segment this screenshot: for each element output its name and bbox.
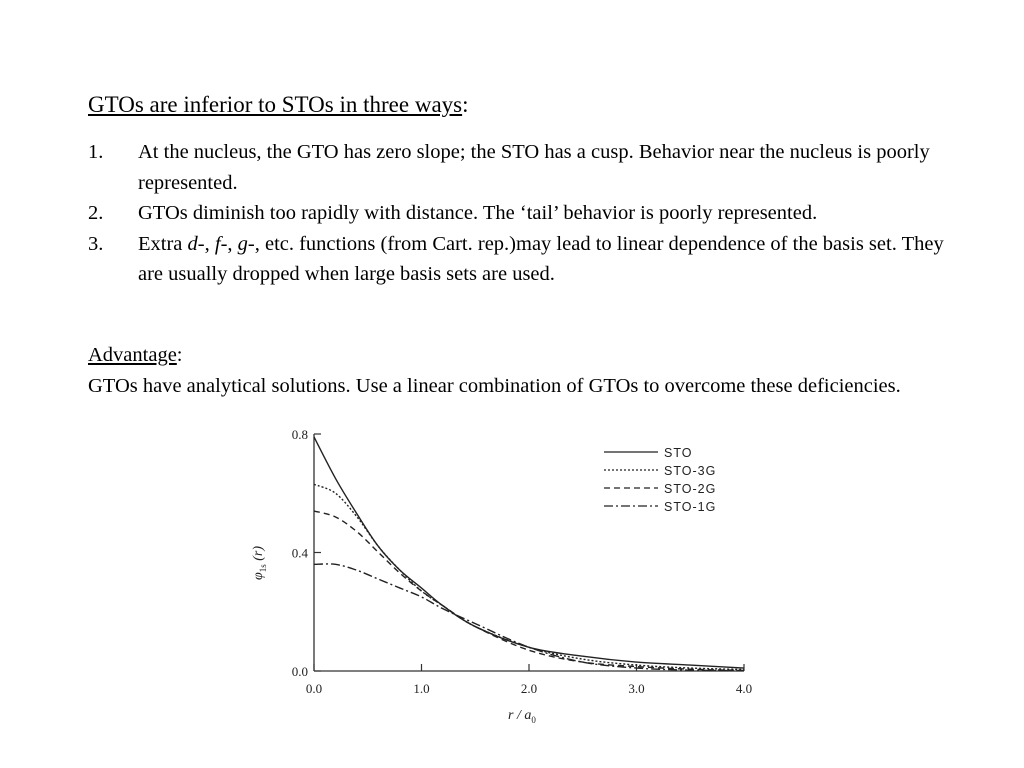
list-sep: -,: [220, 232, 238, 255]
legend-label: STO-2G: [664, 482, 717, 496]
y-tick-label: 0.8: [291, 427, 308, 442]
y-tick-label: 0.0: [291, 664, 308, 679]
list-item: [88, 229, 968, 290]
advantage-colon: :: [176, 344, 183, 366]
list-text-pre: Extra: [138, 232, 188, 255]
list-number: 3.: [88, 232, 104, 255]
heading-text: GTOs are inferior to STOs in three ways: [88, 92, 463, 117]
list-item: [88, 198, 968, 229]
y-axis-label: $\varphi_{1s}$ (r): [251, 545, 268, 580]
x-tick-label: 4.0: [735, 681, 753, 696]
x-tick-label: 0.0: [305, 681, 323, 696]
orbital-chart: [240, 420, 780, 740]
series-line-sto-2g: [314, 511, 744, 670]
list-sep: -,: [197, 232, 215, 255]
advantage-block: [88, 340, 968, 401]
advantage-text: GTOs have analytical solutions. Use a linear combination of GTOs to overcome these deficiencies.: [88, 374, 901, 397]
section-heading: [88, 90, 469, 120]
italic-f: f: [214, 232, 221, 255]
list-text: At the nucleus, the GTO has zero slope; the STO has a cusp. Behavior near the nucleus is poorly represented.: [138, 141, 930, 194]
legend: [604, 446, 716, 514]
heading-colon: :: [462, 92, 469, 117]
list-item: [88, 137, 968, 198]
legend-label: STO-3G: [664, 464, 717, 478]
x-axis-label: r / $a_0$: [508, 708, 536, 725]
list-number: 1.: [88, 141, 104, 163]
list-text: GTOs diminish too rapidly with distance. The ‘tail’ behavior is poorly represented.: [138, 202, 818, 224]
x-tick-label: 1.0: [413, 681, 430, 696]
drawbacks-list: [88, 137, 968, 290]
advantage-label: Advantage: [88, 344, 177, 366]
list-number: 2.: [88, 202, 104, 224]
italic-g: g: [237, 232, 248, 255]
legend-label: STO-1G: [664, 500, 717, 514]
list-text-post: -, etc. functions (from Cart. rep.)may lead to linear dependence of the basis set. They are usually dropped when large basis sets are used.: [138, 232, 944, 285]
legend-label: STO: [664, 446, 693, 460]
x-tick-label: 3.0: [628, 681, 645, 696]
x-tick-label: 2.0: [520, 681, 538, 696]
italic-d: d: [187, 232, 198, 255]
series-line-sto-1g: [314, 564, 744, 671]
y-tick-label: 0.4: [291, 545, 308, 561]
